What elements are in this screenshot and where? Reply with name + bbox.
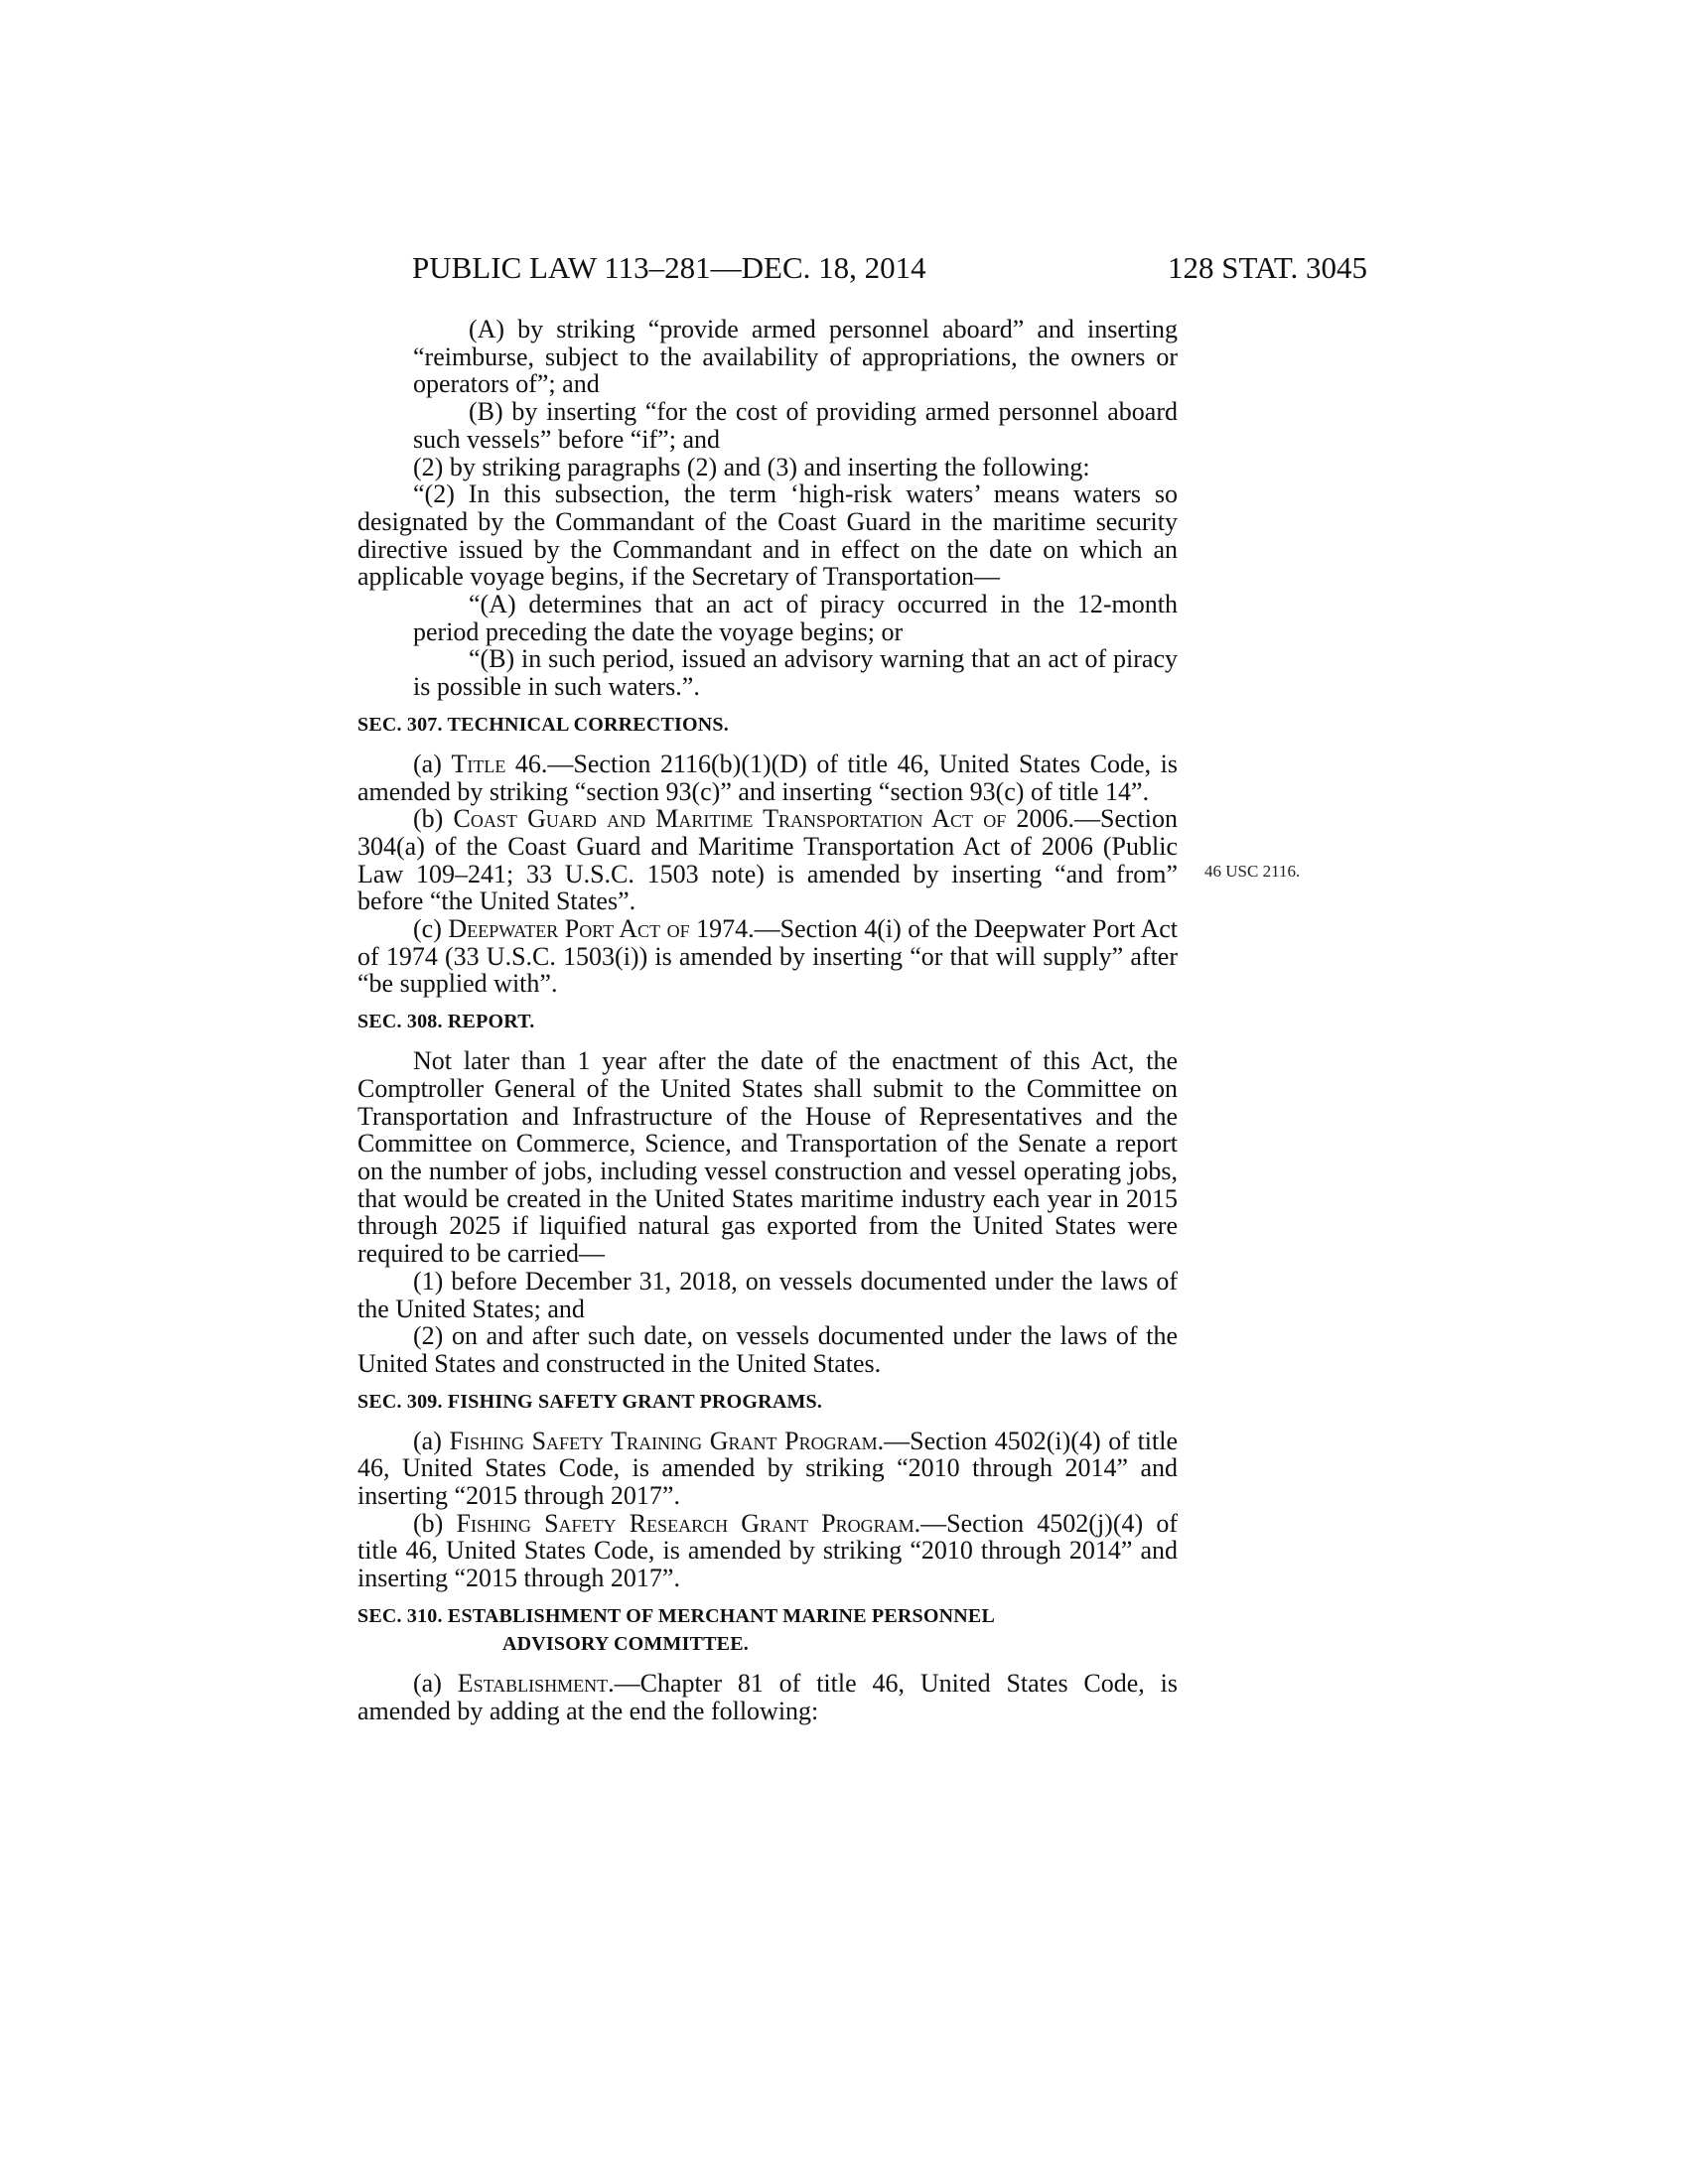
section-308-text: Not later than 1 year after the date of the enactment of this Act, the Comptroller General of the United States shall submit to the Committee on Transportation and Infrastructure of the House of Representatives and the Committee on Commerce, Science, and Transportation of the Senate a report on the number of jobs, including vessel construction and vessel operating jobs, that would be created in the United States maritime industry each year in 2015 through 2025 if liquified natural gas exported from the United States were required to be carried— bbox=[357, 1046, 1178, 1269]
paragraph-2-striking: (2) by striking paragraphs (2) and (3) and inserting the following: bbox=[413, 452, 1090, 481]
clause-a-striking: (A) by striking “provide armed personnel aboard” and inserting “reimburse, subject to the availability of appropriations, the owners or operators of”; and bbox=[413, 315, 1178, 399]
section-310-heading bbox=[357, 1602, 1178, 1658]
subsection-caption: Fishing Safety Training Grant Program. bbox=[449, 1426, 885, 1455]
clause-b-inserting: (B) by inserting “for the cost of providing armed personnel aboard such vessels” before “if”; and bbox=[413, 397, 1178, 454]
subsection-text: —Section 2116(b)(1)(D) of title 46, United States Code, is amended by striking “section 93(c)” and inserting “section 93(c) of title 14”. bbox=[357, 749, 1179, 806]
subsection-caption: Coast Guard and Maritime Transportation Act of 2006. bbox=[453, 804, 1074, 834]
subsection-text: —Chapter 81 of title 46, United States Code, is amended by adding at the end the following: bbox=[357, 1668, 1178, 1725]
section-308-heading: SEC. 308. REPORT. bbox=[357, 1011, 535, 1033]
section-309-subsection-a bbox=[357, 1428, 1178, 1510]
subsection-caption: Establishment. bbox=[457, 1668, 615, 1698]
section-307-heading: SEC. 307. TECHNICAL CORRECTIONS. bbox=[357, 713, 729, 736]
subsection-caption: Fishing Safety Research Grant Program. bbox=[456, 1508, 921, 1538]
running-head bbox=[412, 248, 1367, 288]
subsection-label: (a) bbox=[413, 1426, 450, 1455]
section-308-item-1: (1) before December 31, 2018, on vessels documented under the laws of the United States; and bbox=[357, 1266, 1178, 1323]
subsection-text: —Section 4502(j)(4) of title 46, United States Code, is amended by striking “2010 through 2014” and inserting “2015 through 2017”. bbox=[357, 1508, 1178, 1593]
subsection-text: —Section 4502(i)(4) of title 46, United States Code, is amended by striking “2010 through 2014” and inserting “2015 through 2017”. bbox=[357, 1426, 1178, 1511]
quoted-paragraph-2-high-risk-waters: “(2) In this subsection, the term ‘high-risk waters’ means waters so designated by the Commandant of the Coast Guard in the maritime security directive issued by the Commandant and in effect on the date on which an applicable voyage begins, if the Secretary of Transportation— bbox=[357, 479, 1178, 592]
section-307-subsection-c bbox=[357, 915, 1178, 998]
section-307-subsection-b bbox=[357, 805, 1178, 915]
section-310-subsection-a bbox=[357, 1670, 1178, 1724]
subsection-text: —Section 4(i) of the Deepwater Port Act of 1974 (33 U.S.C. 1503(i)) is amended by inserting “or that will supply” after “be supplied with”. bbox=[357, 914, 1178, 999]
subsection-text: —Section 304(a) of the Coast Guard and Maritime Transportation Act of 2006 (Public Law 109–241; 33 U.S.C. 1503 note) is amended by inserting “and from” before “the United States”. bbox=[357, 804, 1178, 916]
quoted-clause-a-piracy: “(A) determines that an act of piracy occurred in the 12-month period preceding the date the voyage begins; or bbox=[413, 590, 1178, 646]
subsection-label: (b) bbox=[413, 1508, 457, 1538]
subsection-caption: Title 46. bbox=[451, 749, 548, 778]
statute-page-number: 128 STAT. 3045 bbox=[1167, 250, 1367, 285]
section-310-heading-line-2: ADVISORY COMMITTEE. bbox=[502, 1632, 749, 1655]
section-308-item-2: (2) on and after such date, on vessels documented under the laws of the United States and constructed in the United States. bbox=[357, 1321, 1178, 1378]
subsection-label: (b) bbox=[413, 804, 454, 834]
subsection-caption: Deepwater Port Act of 1974. bbox=[448, 914, 755, 944]
section-310-heading-line-1: SEC. 310. ESTABLISHMENT OF MERCHANT MARINE PERSONNEL bbox=[357, 1604, 995, 1627]
subsection-label: (a) bbox=[413, 1668, 458, 1698]
section-309-heading: SEC. 309. FISHING SAFETY GRANT PROGRAMS. bbox=[357, 1390, 823, 1413]
subsection-label: (a) bbox=[413, 749, 452, 778]
document-body bbox=[357, 316, 1178, 1724]
subsection-label: (c) bbox=[413, 914, 449, 944]
law-citation-header: PUBLIC LAW 113–281—DEC. 18, 2014 bbox=[412, 250, 926, 285]
margin-note-usc-citation: 46 USC 2116. bbox=[1204, 862, 1301, 881]
section-309-subsection-b bbox=[357, 1510, 1178, 1592]
section-307-subsection-a bbox=[357, 751, 1178, 805]
quoted-clause-b-advisory: “(B) in such period, issued an advisory warning that an act of piracy is possible in such waters.”. bbox=[413, 644, 1178, 702]
